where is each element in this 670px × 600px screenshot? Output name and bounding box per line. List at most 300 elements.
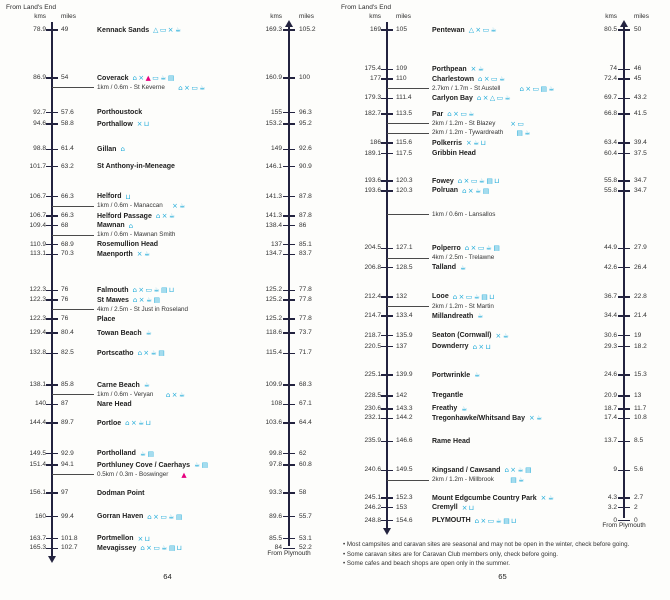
cafe-icon: ☕ (536, 414, 543, 423)
place-name: Maenporth (97, 250, 133, 258)
facility-icons (458, 176, 500, 186)
shop-icon: ▤ (168, 544, 176, 553)
place-row (335, 64, 670, 74)
distance-from-lands-end-miles: 133.4 (396, 312, 413, 320)
distance-from-lands-end-km: 214.7 (364, 312, 381, 320)
cafe-icon: ☕ (502, 331, 509, 340)
branch-line (52, 87, 94, 88)
place-entry (432, 370, 480, 380)
distance-from-lands-end-miles: 57.6 (61, 108, 74, 116)
branch-row (0, 201, 335, 211)
place-name: Porthoustock (97, 109, 143, 117)
axis-tick (381, 153, 393, 155)
axis-tick (283, 166, 295, 168)
distance-from-plymouth-km: 99.8 (269, 449, 282, 457)
distance-from-plymouth-miles: 0 (634, 516, 638, 524)
shop-icon: ▤ (175, 512, 183, 521)
distance-from-plymouth-km: 36.7 (604, 292, 617, 300)
distance-from-plymouth-miles: 87.8 (299, 192, 312, 200)
distance-from-lands-end-miles: 68.9 (61, 240, 74, 248)
bed-icon: ⌂ (452, 292, 458, 301)
place-row (0, 73, 335, 83)
distance-from-lands-end-km: 228.5 (364, 391, 381, 399)
distance-from-lands-end-km: 160 (34, 512, 46, 520)
origin-label: From Land's End (341, 4, 392, 11)
distance-from-plymouth-miles: 92.6 (299, 145, 312, 153)
column-header-miles: miles (299, 13, 314, 20)
distance-from-lands-end-miles: 117.5 (396, 149, 413, 157)
shop-icon: ▤ (161, 286, 168, 295)
facility-icons (462, 503, 475, 513)
distance-from-plymouth-miles: 90.9 (299, 162, 312, 170)
place-row (0, 534, 335, 544)
place-row (0, 144, 335, 154)
distance-from-lands-end-km: 220.5 (364, 342, 381, 350)
distance-from-plymouth-miles: 27.9 (634, 244, 647, 252)
distance-from-plymouth-miles: 77.8 (299, 315, 312, 323)
distance-from-lands-end-km: 98.8 (33, 145, 46, 153)
axis-tick (618, 78, 630, 80)
distance-from-lands-end-miles: 120.3 (396, 186, 413, 194)
distance-from-lands-end-km: 122.3 (29, 315, 46, 323)
facility-icons (125, 418, 151, 428)
distance-from-plymouth-km: 29.3 (604, 342, 617, 350)
place-entry (97, 73, 174, 83)
distance-from-plymouth-km: 55.8 (604, 186, 617, 194)
distance-from-plymouth-miles: 86 (299, 221, 307, 229)
axis-tick (46, 29, 58, 31)
place-name: Portmellon (97, 535, 134, 543)
axis-tick (381, 315, 393, 317)
place-name: PLYMOUTH (432, 517, 471, 525)
place-entry (97, 119, 149, 129)
distance-from-plymouth-km: 125.2 (265, 286, 282, 294)
shop-icon: ▤ (158, 349, 165, 358)
facility-icons (138, 534, 151, 544)
distance-from-plymouth-miles: 39.4 (634, 139, 647, 147)
cafe-icon: ☕ (547, 494, 554, 502)
distance-from-lands-end-miles: 127.1 (396, 244, 413, 252)
shop-icon: ▤ (481, 292, 488, 301)
distance-from-plymouth-miles: 5.6 (634, 466, 644, 474)
axis-tick (46, 244, 58, 246)
axis-tick (381, 296, 393, 298)
axis-tick (46, 353, 58, 355)
distance-from-lands-end-km: 113.1 (29, 250, 46, 258)
place-name: Millandreath (432, 312, 474, 320)
food-icon: × (184, 83, 190, 92)
place-entry (432, 263, 466, 273)
axis-tick (283, 77, 295, 79)
column-header-kms: kms (369, 13, 381, 20)
place-entry (432, 243, 500, 253)
cafe-icon: ☕ (138, 419, 145, 427)
bus-icon: ▭ (465, 292, 473, 301)
distance-from-plymouth-miles: 41.5 (634, 110, 647, 118)
place-row (335, 292, 670, 302)
distance-from-lands-end-km: 175.4 (364, 65, 381, 73)
branch-row (0, 83, 335, 93)
distance-from-lands-end-miles: 63.2 (61, 162, 74, 170)
axis-tick (46, 384, 58, 386)
distance-from-lands-end-km: 151.4 (29, 461, 46, 468)
branch-label: 4km / 2.5m - Trelawne (432, 253, 495, 261)
distance-from-lands-end-km: 140 (34, 400, 46, 408)
cafe-icon: ☕ (139, 449, 146, 458)
axis-tick (283, 464, 295, 466)
facility-icons (140, 543, 182, 553)
branch-line (52, 235, 94, 236)
place-row (335, 413, 670, 423)
food-icon: × (510, 119, 516, 128)
place-row (335, 465, 670, 475)
place-name: Polkerris (432, 139, 462, 147)
distance-from-plymouth-miles: 10.8 (634, 414, 647, 422)
facility-icons (133, 285, 175, 295)
distance-from-plymouth-km: 9 (613, 466, 617, 474)
place-name: Dodman Point (97, 489, 145, 497)
food-icon: × (528, 414, 535, 423)
axis-tick (618, 520, 630, 522)
facility-icons (178, 83, 205, 93)
axis-tick (381, 346, 393, 348)
axis-tick (46, 548, 58, 550)
place-row (335, 243, 670, 253)
branch-row (0, 470, 335, 480)
distance-from-lands-end-miles: 68 (61, 221, 69, 229)
axis-tick (46, 404, 58, 406)
axis-tick (618, 418, 630, 420)
place-entry (97, 144, 125, 154)
place-name: Tregonhawke/Whitsand Bay (432, 414, 525, 422)
distance-from-plymouth-km: 160.9 (265, 74, 282, 81)
axis-tick (381, 470, 393, 472)
food-icon: × (463, 177, 470, 186)
cafe-icon: ☕ (475, 186, 482, 195)
footnote: • Most campsites and caravan sites are seasonal and may not be open in the winter, check before going. (343, 541, 630, 548)
place-row (0, 249, 335, 259)
distance-from-plymouth-miles: 53.1 (299, 534, 312, 542)
place-entry (97, 534, 150, 544)
distance-from-lands-end-km: 163.7 (29, 534, 46, 542)
cafe-icon: ☕ (518, 475, 525, 484)
axis-tick (618, 374, 630, 376)
cafe-icon: ☕ (175, 26, 182, 34)
axis-tick (46, 492, 58, 494)
place-name: Portholland (97, 450, 136, 458)
facility-icons (541, 493, 554, 503)
distance-from-lands-end-km: 165.3 (29, 544, 46, 552)
cafe-icon: ☕ (150, 349, 157, 358)
food-icon: × (138, 286, 145, 295)
bed-icon: ⌂ (447, 110, 452, 119)
distance-from-lands-end-km: 86.9 (33, 74, 46, 81)
axis-tick (283, 318, 295, 320)
distance-from-plymouth-km: 3.2 (607, 503, 617, 511)
place-row (0, 295, 335, 305)
place-row (335, 342, 670, 352)
origin-label: From Land's End (6, 4, 57, 11)
place-entry (97, 108, 146, 118)
place-row (335, 436, 670, 446)
facility-icons (181, 470, 186, 480)
axis-tick (618, 346, 630, 348)
food-icon: × (161, 212, 168, 220)
branch-label: 2km / 1.2m - Tywardreath (432, 129, 504, 137)
cafe-icon: ☕ (143, 381, 150, 390)
food-icon: × (137, 534, 144, 543)
axis-tick (46, 464, 58, 466)
place-entry (97, 192, 131, 202)
distance-from-plymouth-miles: 83.7 (299, 250, 312, 258)
food-icon: × (478, 342, 485, 351)
shop-icon: ▤ (167, 74, 175, 82)
distance-from-lands-end-miles: 54 (61, 74, 69, 81)
place-name: Kennack Sands (97, 26, 150, 34)
axis-tick (381, 497, 393, 499)
distance-from-plymouth-miles: 77.8 (299, 296, 312, 303)
distance-from-plymouth-miles: 68.3 (299, 381, 312, 389)
distance-from-lands-end-miles: 154.6 (396, 516, 413, 524)
axis-tick (381, 408, 393, 410)
distance-from-plymouth-km: 141.3 (265, 212, 282, 219)
distance-from-plymouth-miles: 71.7 (299, 349, 312, 357)
place-entry (432, 465, 532, 475)
place-row (335, 263, 670, 273)
axis-tick (381, 142, 393, 144)
place-entry (432, 186, 489, 196)
bed-icon: ⌂ (140, 544, 145, 553)
distance-from-plymouth-miles: 85.1 (299, 240, 312, 248)
axis-tick (283, 290, 295, 292)
food-icon: × (167, 26, 174, 34)
place-row (0, 119, 335, 129)
bus-icon: ▭ (487, 516, 495, 525)
branch-label: 1km / 0.6m - Mawnan Smith (97, 231, 176, 239)
facility-icons (126, 192, 131, 202)
cafe-icon: ☕ (485, 244, 492, 253)
place-entry (432, 93, 511, 103)
bed-icon: ⌂ (504, 466, 509, 475)
destination-label: From Plymouth (602, 522, 646, 529)
distance-from-lands-end-miles: 76 (61, 315, 69, 323)
pub-icon: ⊔ (144, 534, 151, 543)
branch-row (335, 119, 670, 129)
distance-from-plymouth-km: 125.2 (265, 296, 282, 303)
axis-tick (618, 470, 630, 472)
place-entry (97, 399, 136, 409)
axis-tick (381, 98, 393, 100)
facility-icons (465, 243, 500, 253)
axis-tick (283, 548, 295, 550)
cafe-icon: ☕ (478, 177, 485, 186)
shop-icon: ▤ (153, 296, 160, 304)
pub-icon: ⊔ (468, 503, 475, 512)
place-row (335, 331, 670, 341)
food-icon: × (138, 74, 145, 82)
distance-from-lands-end-km: 149.5 (29, 449, 46, 457)
distance-from-lands-end-miles: 99.4 (61, 512, 74, 520)
place-row (0, 162, 335, 172)
distance-from-plymouth-miles: 22.8 (634, 292, 647, 300)
facility-icons (146, 328, 152, 338)
axis-tick (618, 408, 630, 410)
facility-icons (137, 249, 150, 259)
branch-label: 1km / 0.6m - Manaccan (97, 202, 163, 210)
distance-from-plymouth-km: 109.9 (265, 381, 282, 389)
branch-line (387, 123, 429, 124)
distance-from-plymouth-km: 134.7 (265, 250, 282, 258)
place-row (335, 149, 670, 159)
distance-from-plymouth-km: 17.4 (604, 414, 617, 422)
place-name: Par (432, 110, 444, 118)
branch-label: 0.5km / 0.3m - Boswinger (97, 470, 169, 478)
footnotes (343, 540, 663, 569)
distance-from-lands-end-km: 206.8 (364, 263, 381, 271)
distance-from-lands-end-miles: 92.9 (61, 449, 74, 457)
distance-from-plymouth-miles: 105.2 (299, 26, 316, 33)
axis-tick (381, 441, 393, 443)
distance-from-lands-end-km: 156.1 (29, 489, 46, 497)
distance-from-plymouth-km: 169.3 (265, 26, 282, 33)
place-entry (432, 436, 474, 446)
distance-chart-page-65 (335, 0, 670, 600)
distance-from-plymouth-miles: 2.7 (634, 494, 644, 501)
shop-icon: ▤ (516, 129, 523, 138)
cafe-icon: ☕ (143, 250, 151, 259)
bus-icon: ▭ (160, 512, 167, 521)
tent-icon: △ (468, 26, 474, 34)
bed-icon: ⌂ (464, 244, 470, 253)
axis-tick (618, 395, 630, 397)
facility-icons (473, 342, 491, 352)
axis-tick (381, 69, 393, 71)
footnote: • Some cafes and beach shops are open only in the summer. (343, 560, 510, 567)
distance-from-lands-end-miles: 87 (61, 400, 69, 408)
distance-from-lands-end-km: 92.7 (33, 108, 46, 116)
cafe-icon: ☕ (179, 202, 186, 211)
axis-tick (618, 507, 630, 509)
axis-tick (618, 69, 630, 71)
axis-tick (283, 149, 295, 151)
distance-from-lands-end-miles: 101.8 (61, 534, 78, 542)
pub-icon: ⊔ (480, 139, 487, 148)
axis-tick (381, 507, 393, 509)
distance-from-plymouth-miles: 46 (634, 65, 642, 73)
cafe-icon: ☕ (477, 65, 484, 74)
distance-from-plymouth-km: 24.6 (604, 371, 617, 378)
distance-from-plymouth-miles: 13 (634, 391, 642, 399)
bed-icon: ⌂ (125, 419, 130, 427)
axis-tick (618, 296, 630, 298)
distance-from-plymouth-km: 63.4 (604, 139, 617, 147)
place-entry (432, 516, 516, 526)
facility-icons (504, 465, 531, 475)
bed-icon: ⌂ (457, 177, 463, 186)
food-icon: × (453, 110, 459, 119)
facility-icons (166, 390, 185, 400)
distance-from-plymouth-km: 80.5 (604, 26, 617, 33)
cafe-icon: ☕ (160, 74, 167, 82)
distance-from-lands-end-km: 122.3 (29, 296, 46, 303)
axis-tick (381, 395, 393, 397)
cafe-icon: ☕ (168, 212, 175, 220)
distance-from-plymouth-km: 115.4 (265, 349, 282, 357)
branch-line (387, 88, 429, 89)
place-row (0, 314, 335, 324)
facility-icons (137, 119, 150, 129)
place-row (0, 211, 335, 221)
place-row (335, 109, 670, 119)
place-row (0, 348, 335, 358)
distance-from-lands-end-miles: 109 (396, 65, 408, 73)
place-name: Looe (432, 293, 449, 301)
facility-icons (153, 25, 181, 35)
facility-icons (129, 221, 133, 231)
tent-icon: △ (153, 26, 159, 34)
axis-tick (283, 225, 295, 227)
place-name: Cremyll (432, 504, 458, 512)
distance-from-lands-end-km: 212.4 (364, 292, 381, 300)
axis-tick (283, 254, 295, 256)
bed-icon: ⌂ (178, 83, 183, 92)
food-icon: × (138, 296, 145, 304)
distance-from-plymouth-km: 141.3 (265, 192, 282, 200)
bus-icon: ▭ (153, 544, 160, 553)
axis-tick (283, 112, 295, 114)
place-name: Charlestown (432, 75, 475, 83)
cafe-icon: ☕ (524, 129, 531, 138)
distance-from-plymouth-miles: 43.2 (634, 94, 647, 102)
place-name: Seaton (Cornwall) (432, 332, 492, 340)
food-icon: × (146, 544, 152, 553)
distance-from-lands-end-miles: 66.3 (61, 192, 74, 200)
axis-tick (46, 516, 58, 518)
axis-tick (381, 335, 393, 337)
place-entry (432, 292, 495, 302)
axis-tick (46, 77, 58, 79)
food-icon: × (130, 419, 137, 427)
axis-tick (46, 123, 58, 125)
axis-tick (381, 248, 393, 250)
distance-from-lands-end-miles: 49 (61, 26, 69, 33)
facility-icons (466, 138, 486, 148)
distance-from-plymouth-miles: 60.8 (299, 461, 312, 468)
place-row (0, 543, 335, 553)
food-icon: × (153, 512, 159, 521)
cafe-icon: ☕ (504, 94, 511, 103)
page-number: 65 (498, 572, 507, 581)
place-entry (432, 331, 509, 341)
distance-from-plymouth-km: 118.6 (265, 329, 282, 336)
bed-icon: ⌂ (165, 390, 171, 399)
shop-icon: ▤ (510, 475, 517, 484)
distance-from-plymouth-miles: 55.7 (299, 512, 312, 520)
place-row (335, 74, 670, 84)
axis-tick (283, 332, 295, 334)
page-number: 64 (163, 572, 172, 581)
axis-tick (618, 315, 630, 317)
facility-icons (510, 475, 524, 485)
place-name: Portwrinkle (432, 371, 471, 379)
distance-from-lands-end-km: 248.8 (364, 516, 381, 524)
facility-icons (516, 128, 530, 138)
bus-icon: ▭ (517, 119, 524, 128)
distance-from-plymouth-miles: 15.3 (634, 371, 647, 378)
tent-icon: △ (489, 94, 496, 103)
facility-icons (460, 263, 466, 273)
food-icon: × (470, 65, 477, 74)
